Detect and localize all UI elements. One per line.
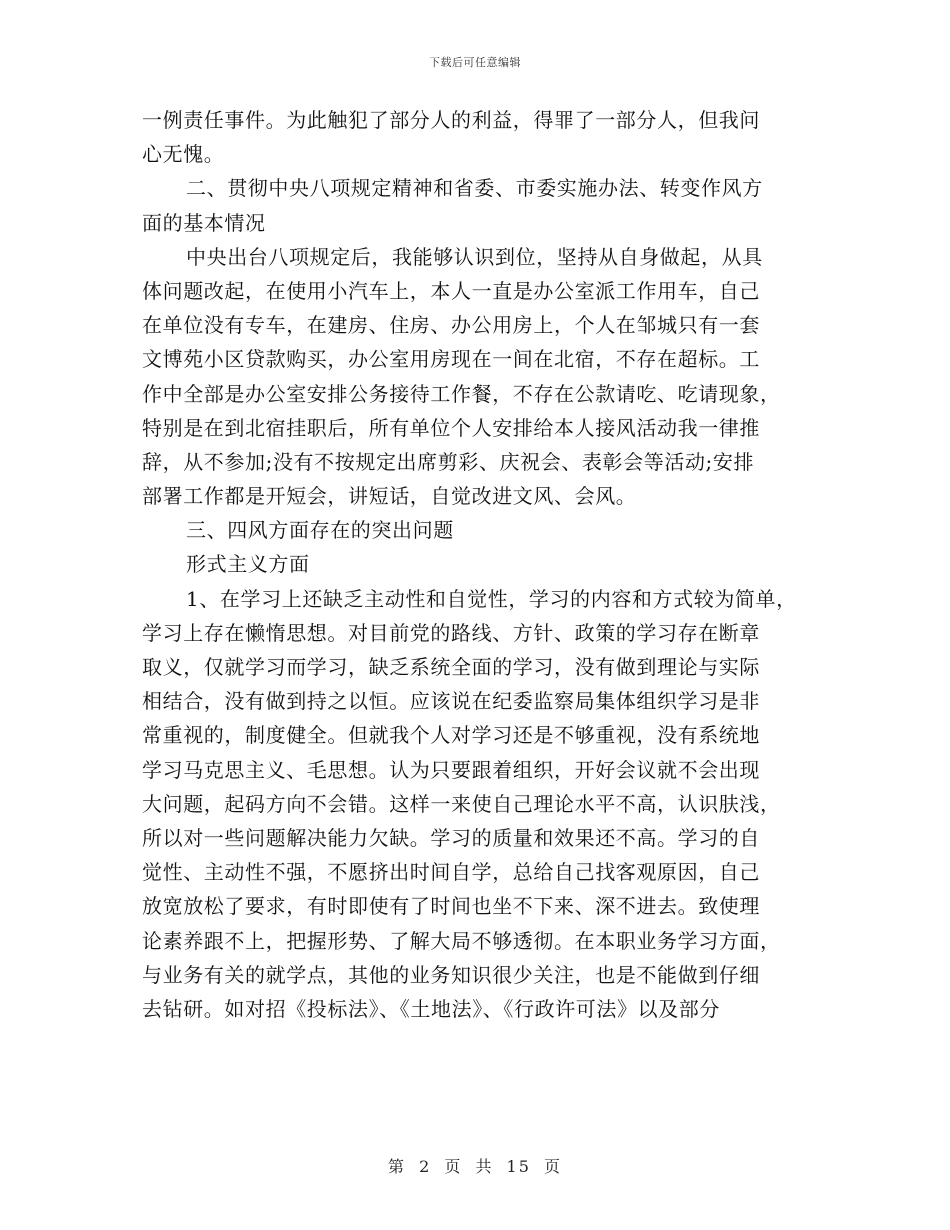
text-line: 特别是在到北宿挂职后，所有单位个人安排给本人接风活动我一律推 <box>142 415 760 440</box>
text-line: 中央出台八项规定后，我能够认识到位，坚持从自身做起，从具 <box>186 244 763 269</box>
text-line: 去钻研。如对招《投标法》、《土地法》、《行政许可法》以及部分 <box>142 996 720 1021</box>
text-line: 三、四风方面存在的突出问题 <box>186 518 454 543</box>
text-line: 作中全部是办公室安排公务接待工作餐，不存在公款请吃、吃请现象， <box>142 381 781 406</box>
text-line: 相结合，没有做到持之以恒。应该说在纪委监察局集体组织学习是非 <box>142 689 760 714</box>
text-line: 取义，仅就学习而学习，缺乏系统全面的学习，没有做到理论与实际 <box>142 655 760 679</box>
text-line: 放宽放松了要求，有时即使有了时间也坐不下来、深不进去。致使理 <box>142 894 760 919</box>
text-line: 学习上存在懒惰思想。对目前党的路线、方针、政策的学习存在断章 <box>142 620 760 645</box>
text-line: 二、贯彻中央八项规定精神和省委、市委实施办法、转变作风方 <box>186 176 763 201</box>
page-header: 下载后可任意编辑 <box>429 56 521 69</box>
text-line: 面的基本情况 <box>142 210 266 235</box>
text-line: 1、在学习上还缺乏主动性和自觉性，学习的内容和方式较为简单， <box>186 586 797 611</box>
text-line: 常重视的，制度健全。但就我个人对学习还是不够重视，没有系统地 <box>142 723 760 748</box>
text-line: 大问题，起码方向不会错。这样一来使自己理论水平不高，认识肤浅， <box>142 791 781 816</box>
text-line: 体问题改起，在使用小汽车上，本人一直是办公室派工作用车，自己 <box>142 278 760 303</box>
text-line: 文博苑小区贷款购买，办公室用房现在一间在北宿，不存在超标。工 <box>142 347 760 372</box>
text-line: 心无愧。 <box>142 142 225 167</box>
page-number-footer: 第 2 页 共 15 页 <box>388 1157 562 1176</box>
text-line: 辞，从不参加;没有不按规定出席剪彩、庆祝会、表彰会等活动;安排 <box>142 449 755 474</box>
document-body <box>142 103 814 1026</box>
text-line: 一例责任事件。为此触犯了部分人的利益，得罪了一部分人，但我问 <box>142 108 760 132</box>
text-line: 学习马克思主义、毛思想。认为只要跟着组织，开好会议就不会出现 <box>142 757 760 782</box>
text-line: 所以对一些问题解决能力欠缺。学习的质量和效果还不高。学习的自 <box>142 825 760 850</box>
text-line: 形式主义方面 <box>186 552 310 577</box>
text-line: 与业务有关的就学点，其他的业务知识很少关注，也是不能做到仔细 <box>142 962 760 987</box>
text-line: 觉性、主动性不强，不愿挤出时间自学，总给自己找客观原因，自己 <box>142 860 760 885</box>
text-line: 论素养跟不上，把握形势、了解大局不够透彻。在本职业务学习方面， <box>142 928 781 953</box>
text-line: 在单位没有专车，在建房、住房、办公用房上，个人在邹城只有一套 <box>142 313 760 338</box>
text-line: 部署工作都是开短会，讲短话，自觉改进文风、会风。 <box>142 484 637 509</box>
